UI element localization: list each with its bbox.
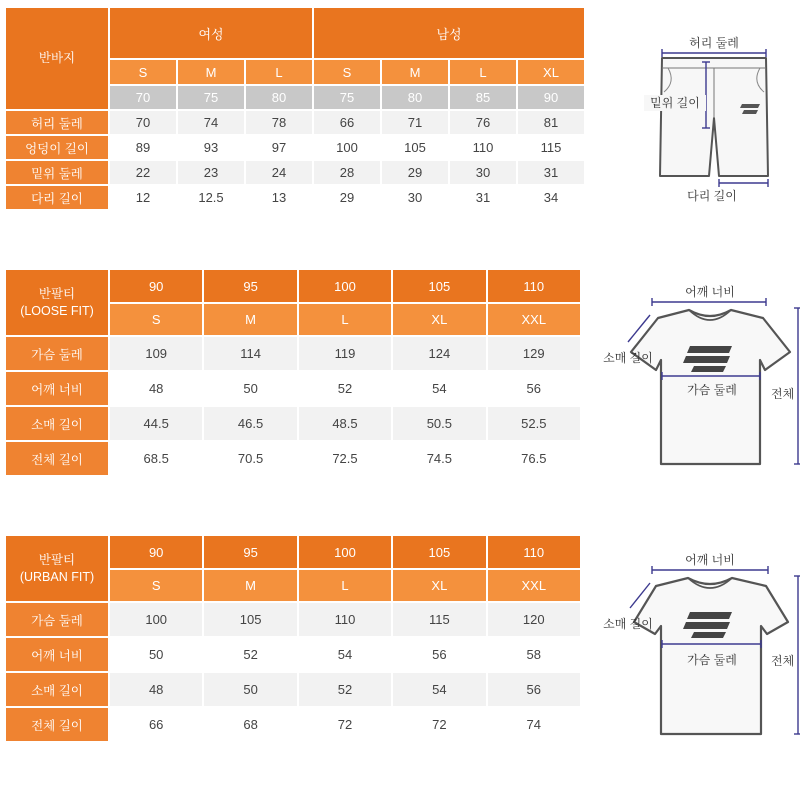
row-label: 어깨 너비 [6,372,108,405]
cell: 50 [204,372,296,405]
cell: 23 [178,161,244,184]
cell: 54 [393,673,485,706]
cell: 30 [382,186,448,209]
cell: 89 [110,136,176,159]
table-row [6,161,584,184]
size-header: L [450,60,516,84]
table-row [6,708,580,741]
cell: 76 [450,111,516,134]
size-header: XXL [488,304,580,335]
waist-code: 80 [246,86,312,109]
row-label: 허리 둘레 [6,111,108,134]
size-header: M [204,304,296,335]
cell: 66 [314,111,380,134]
cell: 28 [314,161,380,184]
size-header: XL [393,304,485,335]
cell: 115 [393,603,485,636]
cell: 31 [518,161,584,184]
urban-fit-title [6,536,108,601]
cell: 48 [110,372,202,405]
cell: 30 [450,161,516,184]
cell: 48 [110,673,202,706]
cell: 50 [110,638,202,671]
number-size-header: 105 [393,536,485,568]
waist-code: 85 [450,86,516,109]
table-row [6,603,580,636]
shoulder-label: 어깨 너비 [685,285,735,299]
waist-code: 75 [314,86,380,109]
shoulder-measure-line [652,298,766,306]
row-label: 다리 길이 [6,186,108,209]
cell: 119 [299,337,391,370]
cell: 78 [246,111,312,134]
table-row [6,372,580,405]
cell: 76.5 [488,442,580,475]
number-size-header: 100 [299,536,391,568]
cell: 12.5 [178,186,244,209]
row-label: 전체 길이 [6,708,108,741]
cell: 52 [299,673,391,706]
size-header: L [299,304,391,335]
cell: 24 [246,161,312,184]
cell: 120 [488,603,580,636]
cell: 97 [246,136,312,159]
cell: 58 [488,638,580,671]
shorts-title: 반바지 [6,8,108,109]
table-row [6,638,580,671]
sleeve-label: 소매 길이 [603,617,653,631]
size-header: XL [518,60,584,84]
row-label: 엉덩이 길이 [6,136,108,159]
number-size-header: 95 [204,536,296,568]
cell: 56 [488,673,580,706]
table-row [6,407,580,440]
loose-fit-title [6,270,108,335]
shoulder-label: 어깨 너비 [685,553,735,567]
row-label: 소매 길이 [6,673,108,706]
size-header: M [178,60,244,84]
cell: 56 [488,372,580,405]
size-header: XL [393,570,485,601]
waist-code: 70 [110,86,176,109]
cell: 29 [314,186,380,209]
cell: 105 [204,603,296,636]
row-label: 가슴 둘레 [6,603,108,636]
cell: 70 [110,111,176,134]
cell: 81 [518,111,584,134]
cell: 110 [299,603,391,636]
size-header: S [110,570,202,601]
row-label: 어깨 너비 [6,638,108,671]
row-label: 밑위 둘레 [6,161,108,184]
table-row [6,111,584,134]
size-header: XXL [488,570,580,601]
size-header: S [110,60,176,84]
cell: 50 [204,673,296,706]
size-header: L [299,570,391,601]
leg-label: 다리 길이 [687,189,737,203]
leg-measure-line [719,179,768,187]
shorts-size-table [4,6,586,211]
cell: 29 [382,161,448,184]
urban-fit-title-line2: (URBAN FIT) [19,569,95,584]
total-length-label: 전체 [771,654,795,668]
row-label: 소매 길이 [6,407,108,440]
cell: 31 [450,186,516,209]
cell: 114 [204,337,296,370]
cell: 44.5 [110,407,202,440]
cell: 68 [204,708,296,741]
row-label: 전체 길이 [6,442,108,475]
cell: 52 [299,372,391,405]
size-header: S [110,304,202,335]
cell: 100 [314,136,380,159]
size-header: M [204,570,296,601]
urban-tee-diagram [596,548,800,738]
cell: 52 [204,638,296,671]
table-row [6,337,580,370]
number-size-header: 100 [299,270,391,302]
total-length-measure-line [794,576,800,734]
loose-fit-title-line1: 반팔티 [38,286,76,301]
waist-label: 허리 둘레 [689,36,739,50]
waist-measure-line [662,49,766,57]
table-row [6,442,580,475]
cell: 22 [110,161,176,184]
loose-fit-size-table [4,268,582,477]
cell: 12 [110,186,176,209]
urban-fit-size-table [4,534,582,743]
cell: 72 [393,708,485,741]
cell: 34 [518,186,584,209]
number-size-header: 95 [204,270,296,302]
chest-label: 가슴 둘레 [687,383,737,397]
cell: 129 [488,337,580,370]
rise-label: 밑위 길이 [650,96,700,110]
total-length-measure-line [794,308,800,464]
urban-fit-title-line1: 반팔티 [38,552,76,567]
cell: 70.5 [204,442,296,475]
men-header: 남성 [314,8,584,58]
cell: 110 [450,136,516,159]
size-header: S [314,60,380,84]
table-row [6,136,584,159]
cell: 100 [110,603,202,636]
cell: 74 [488,708,580,741]
number-size-header: 90 [110,270,202,302]
number-size-header: 105 [393,270,485,302]
waist-code: 90 [518,86,584,109]
cell: 56 [393,638,485,671]
chest-label: 가슴 둘레 [687,653,737,667]
cell: 54 [299,638,391,671]
loose-tee-diagram [596,280,800,470]
size-header: M [382,60,448,84]
size-header: L [246,60,312,84]
shoulder-measure-line [652,566,768,574]
cell: 115 [518,136,584,159]
cell: 93 [178,136,244,159]
women-header: 여성 [110,8,312,58]
cell: 46.5 [204,407,296,440]
cell: 66 [110,708,202,741]
cell: 50.5 [393,407,485,440]
cell: 68.5 [110,442,202,475]
waist-code: 75 [178,86,244,109]
sleeve-label: 소매 길이 [603,351,653,365]
table-row [6,186,584,209]
shorts-diagram [620,28,800,208]
cell: 52.5 [488,407,580,440]
cell: 74 [178,111,244,134]
cell: 54 [393,372,485,405]
cell: 13 [246,186,312,209]
loose-fit-title-line2: (LOOSE FIT) [20,303,94,318]
cell: 124 [393,337,485,370]
cell: 105 [382,136,448,159]
cell: 109 [110,337,202,370]
waist-code: 80 [382,86,448,109]
cell: 48.5 [299,407,391,440]
table-row [6,673,580,706]
number-size-header: 110 [488,536,580,568]
number-size-header: 90 [110,536,202,568]
cell: 72 [299,708,391,741]
cell: 74.5 [393,442,485,475]
cell: 71 [382,111,448,134]
cell: 72.5 [299,442,391,475]
number-size-header: 110 [488,270,580,302]
row-label: 가슴 둘레 [6,337,108,370]
total-length-label: 전체 [771,387,795,401]
